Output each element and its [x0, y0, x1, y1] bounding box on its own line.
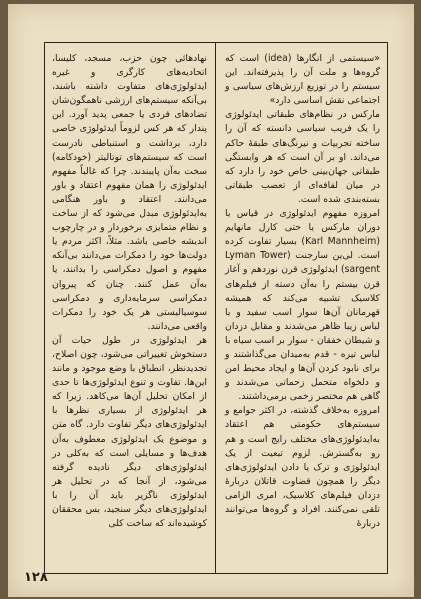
- page-number: ۱۲۸: [24, 570, 48, 585]
- paragraph: نهادهائی چون حزب، مسجد، کلیسا، اتحادیه‌های کارگری و غیره ایدئولوژی‌های متفاوت داشته باشند، بی‌آنکه سیستم‌های ارزشی ناهمگون‌شان تضادهای فردی یا جمعی پدید آورد. این پندار که هر کس لزوماً ایدئولوژی خاصی دارد، برداشت و استنباطی نادرست است که سیستم‌های توتالیتر (خودکامه) سخت به‌آن پایبندند. چرا که غالباً مفهوم ایدئولوژی را همان مفهوم اعتقاد و باور می‌دانند. اعتقاد و باور هنگامی به‌ایدئولوژی مبدل می‌شود که از ساخت و نظام متمایزی برخوردار و در چارچوب اندیشه خاصی باشد. مثلاً، اکثر مردم یا دولت‌ها خود را دمکرات می‌دانند بی‌آنکه مفهوم و اصول دمکراسی را بدانند، یا به‌آن عمل کنند. چنان که پیروان دمکراسی سرمایه‌داری و دمکراسی سوسیالیستی هر یک خود را دمکرات واقعی می‌دانند.: [52, 53, 207, 332]
- text-frame: [44, 42, 388, 574]
- paragraph: هر ایدئولوژی در طول حیات آن دستخوش تغییراتی می‌شود، چون اصلاح، تجدیدنظر، انطباق با وضع موجود و مانند این‌ها. تفاوت و تنوع ایدئولوژی‌ها تا حدی از امکان تحلیل آن‌ها می‌کاهد. زیرا که هر ایدئولوژی از بسیاری نظرها با ایدئولوژی‌های دیگر تفاوت دارد. گاه متن و موضوع یک ایدئولوژی معطوف به‌آن هدف‌ها و مسایلی است که به‌کلی در ایدئولوژی‌های دیگر نادیده گرفته می‌شود، از آنجا که در تحلیل هر ایدئولوژی ناگزیر باید آن را با ایدئولوژی‌های دیگر سنجید، بس محققان کوشیده‌اند که ساخت کلی: [52, 334, 207, 530]
- left-column: [52, 52, 207, 531]
- paragraph: مارکس در نظام‌های طبقاتی ایدئولوژی را یک فریب سیاسی دانسته که آن را ساخته تجربیات و نیرنگ‌های طبقهٔ حاکم می‌داند. او بر آن است که هر وابستگی طبقاتی جهان‌بینی خاص خود را دارد که در میان لفافه‌ای از تعصب طبقاتی بسته‌بندی شده است.: [225, 109, 380, 205]
- book-page: [8, 4, 414, 597]
- paragraph: امروزه به‌خلاف گذشته، در اکثر جوامع و سیستم‌های حکومتی هم اعتقاد به‌ایدئولوژی‌های مختلف رایج است و هم رو به‌گسترش. لزوم تبعیت از یک ایدئولوژی و ترک یا دادن ایدئولوژی‌های دیگر را همچون قضاوت قاتلان دربارهٔ دزدان فیلم‌های کلاسیک، امری الزامی تلقی نمی‌کنند. افراد و گروه‌ها می‌توانند دربارهٔ: [225, 405, 380, 530]
- right-column: [225, 52, 380, 531]
- paragraph: «سیستمی از انگارها (idea) است که گروه‌ها و ملت آن را پذیرفته‌اند. این سیستم را در توزیع ارزش‌های سیاسی و اجتماعی نقش اساسی دارد»: [225, 53, 380, 107]
- column-divider: [215, 43, 216, 573]
- paragraph: امروزه مفهوم ایدئولوژی در قیاس با دوران مارکس یا حتی کارل مانهایم (Karl Mannheim) بسیار تفاوت کرده است. لی‌ین سارجنت (Lyman Tower sargent) ایدئولوژی قرن نوزدهم و آغاز قرن بیستم را به‌آن دسته از فیلم‌های کلاسیک تشبیه می‌کند که همیشه قهرمانان آن‌ها سوار اسب سفید و با لباس زیبا ظاهر می‌شدند و مقابل دزدان و شیطان خفقان - سوار بر اسب سیاه با لباس تیره - قدم به‌میدان می‌گذاشتند و برای نابود کردن آن‌ها و ایجاد محیط امن و دلخواه متحمل زحماتی می‌شدند و گاهی هم مختصر زخمی برمی‌داشتند.: [225, 208, 380, 403]
